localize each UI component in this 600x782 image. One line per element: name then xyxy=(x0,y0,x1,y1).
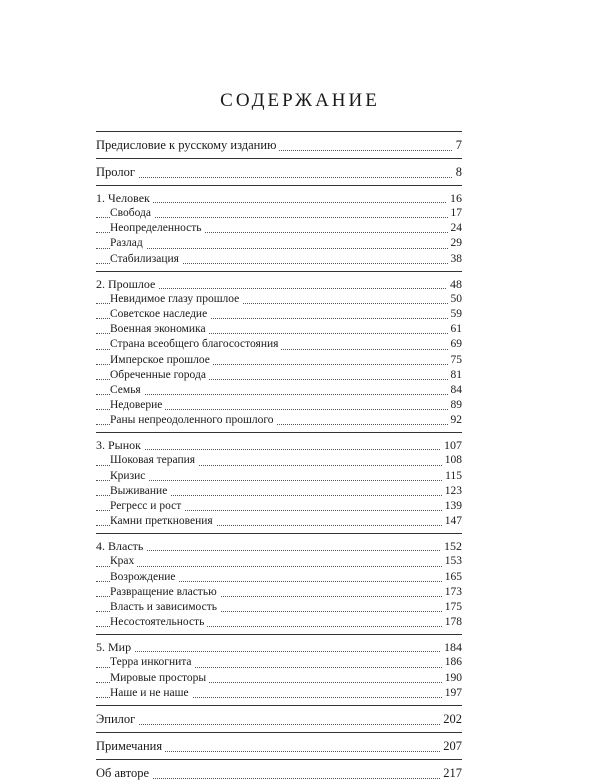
leader-dots xyxy=(96,650,462,652)
toc-entry-label: Семья xyxy=(110,384,144,396)
toc-entry xyxy=(96,398,462,413)
leader-dots xyxy=(96,176,462,178)
toc-entry-label: Развращение властью xyxy=(110,586,220,598)
toc-entry-label: Невидимое глазу прошлое xyxy=(110,293,242,305)
toc-entry-label: Пролог xyxy=(96,165,138,179)
toc-entry-page: 190 xyxy=(442,671,462,686)
toc-entry-page: 173 xyxy=(442,585,462,600)
toc-entry-label: Несостоятельность xyxy=(110,616,207,628)
section-divider xyxy=(96,732,462,733)
toc-entry xyxy=(96,206,462,221)
toc-entry-page: 197 xyxy=(442,686,462,701)
toc-entry-label: 4. Власть xyxy=(96,539,146,553)
toc-entry-label: Свобода xyxy=(110,207,154,219)
toc-entry-label: Эпилог xyxy=(96,712,138,726)
toc-entry-page: 8 xyxy=(453,163,462,181)
toc-entry-page: 17 xyxy=(448,206,463,221)
toc-entry-page: 50 xyxy=(448,292,463,307)
toc-entry xyxy=(96,499,462,514)
toc-entry xyxy=(96,469,462,484)
toc-entry-label: Терра инкогнита xyxy=(110,656,195,668)
toc-entry-page: 29 xyxy=(448,236,463,251)
section-divider xyxy=(96,705,462,706)
toc-entry-page: 92 xyxy=(448,413,463,428)
toc-entry-label: Недоверие xyxy=(110,399,165,411)
leader-dots xyxy=(96,723,462,725)
toc-entry-page: 153 xyxy=(442,554,462,569)
toc-entry xyxy=(96,252,462,267)
section-divider xyxy=(96,131,462,132)
toc-entry xyxy=(96,368,462,383)
toc-entry xyxy=(96,600,462,615)
toc-entry-page: 89 xyxy=(448,398,463,413)
toc-entry xyxy=(96,276,462,292)
toc-entry-label: Мировые просторы xyxy=(110,672,209,684)
toc-entry xyxy=(96,236,462,251)
section-divider xyxy=(96,533,462,534)
toc-entry-label: Об авторе xyxy=(96,766,152,780)
toc-entry-page: 186 xyxy=(442,655,462,670)
leader-dots xyxy=(96,479,462,481)
leader-dots xyxy=(96,549,462,551)
toc-entry-label: Обреченные города xyxy=(110,369,209,381)
toc-entry xyxy=(96,190,462,206)
toc-entry-label: Шоковая терапия xyxy=(110,454,198,466)
toc-entry-page: 107 xyxy=(441,437,462,453)
toc-entry-label: Возрождение xyxy=(110,571,179,583)
toc-entry xyxy=(96,163,462,181)
toc-entry-page: 84 xyxy=(448,383,463,398)
toc-entry-page: 24 xyxy=(448,221,463,236)
section-divider xyxy=(96,158,462,159)
toc-entry xyxy=(96,337,462,352)
toc-entry xyxy=(96,671,462,686)
toc-entry xyxy=(96,764,462,782)
toc-entry xyxy=(96,585,462,600)
toc-entry xyxy=(96,570,462,585)
page-title: СОДЕРЖАНИЕ xyxy=(220,90,380,111)
toc-entry xyxy=(96,322,462,337)
toc-entry-label: Разлад xyxy=(110,237,146,249)
section-divider xyxy=(96,759,462,760)
toc-entry-label: 5. Мир xyxy=(96,640,134,654)
toc-entry-label: 1. Человек xyxy=(96,191,153,205)
toc-entry xyxy=(96,737,462,755)
toc-entry xyxy=(96,554,462,569)
toc-entry xyxy=(96,136,462,154)
toc-entry-label: Страна всеобщего благосостояния xyxy=(110,338,281,350)
toc-entry xyxy=(96,292,462,307)
toc-entry-label: Примечания xyxy=(96,739,165,753)
toc-entry xyxy=(96,413,462,428)
toc-entry-page: 75 xyxy=(448,353,463,368)
toc-entry-label: Камни преткновения xyxy=(110,515,216,527)
toc-entry-page: 81 xyxy=(448,368,463,383)
toc-entry-label: Советское наследие xyxy=(110,308,210,320)
section-divider xyxy=(96,271,462,272)
toc-entry xyxy=(96,437,462,453)
toc-entry-page: 16 xyxy=(447,190,462,206)
toc-entry xyxy=(96,639,462,655)
toc-entry xyxy=(96,453,462,468)
toc-entry-page: 7 xyxy=(453,136,462,154)
toc-entry-page: 165 xyxy=(442,570,462,585)
toc-entry-page: 38 xyxy=(448,252,463,267)
toc-entry xyxy=(96,221,462,236)
toc-entry-label: Кризис xyxy=(110,470,148,482)
leader-dots xyxy=(96,448,462,450)
toc-entry-label: Власть и зависимость xyxy=(110,601,220,613)
toc-entry-label: Предисловие к русскому изданию xyxy=(96,138,279,152)
toc-entry-page: 123 xyxy=(442,484,462,499)
toc-entry-label: Стабилизация xyxy=(110,253,182,265)
toc-entry xyxy=(96,514,462,529)
section-divider xyxy=(96,634,462,635)
section-divider xyxy=(96,432,462,433)
toc-entry xyxy=(96,383,462,398)
toc-entry-page: 202 xyxy=(440,710,462,728)
toc-entry-page: 139 xyxy=(442,499,462,514)
toc-entry-page: 69 xyxy=(448,337,463,352)
toc-entry-page: 184 xyxy=(441,639,462,655)
toc-entry-page: 152 xyxy=(441,538,462,554)
toc-entry-label: Регресс и рост xyxy=(110,500,184,512)
toc-entry-page: 115 xyxy=(442,469,462,484)
toc-entry-page: 48 xyxy=(447,276,462,292)
table-of-contents xyxy=(96,127,462,782)
toc-entry-page: 59 xyxy=(448,307,463,322)
toc-entry-label: Неопределенность xyxy=(110,222,205,234)
toc-entry-page: 108 xyxy=(442,453,462,468)
toc-entry-label: 3. Рынок xyxy=(96,438,144,452)
toc-entry-label: Наше и не наше xyxy=(110,687,192,699)
toc-entry-page: 61 xyxy=(448,322,463,337)
toc-entry-page: 175 xyxy=(442,600,462,615)
section-divider xyxy=(96,185,462,186)
toc-entry xyxy=(96,655,462,670)
toc-entry-label: Выживание xyxy=(110,485,170,497)
toc-entry-page: 178 xyxy=(442,615,462,630)
toc-entry xyxy=(96,686,462,701)
toc-entry-label: Имперское прошлое xyxy=(110,354,213,366)
toc-entry xyxy=(96,353,462,368)
toc-entry-page: 207 xyxy=(440,737,462,755)
toc-entry-label: Крах xyxy=(110,555,137,567)
toc-entry xyxy=(96,484,462,499)
toc-entry xyxy=(96,615,462,630)
leader-dots xyxy=(96,247,462,249)
toc-entry xyxy=(96,710,462,728)
toc-entry-label: 2. Прошлое xyxy=(96,277,158,291)
toc-entry xyxy=(96,538,462,554)
leader-dots xyxy=(96,565,462,567)
toc-entry-label: Раны непреодоленного прошлого xyxy=(110,414,277,426)
toc-entry xyxy=(96,307,462,322)
toc-entry-page: 217 xyxy=(440,764,462,782)
toc-entry-label: Военная экономика xyxy=(110,323,209,335)
toc-entry-page: 147 xyxy=(442,514,462,529)
leader-dots xyxy=(96,393,462,395)
